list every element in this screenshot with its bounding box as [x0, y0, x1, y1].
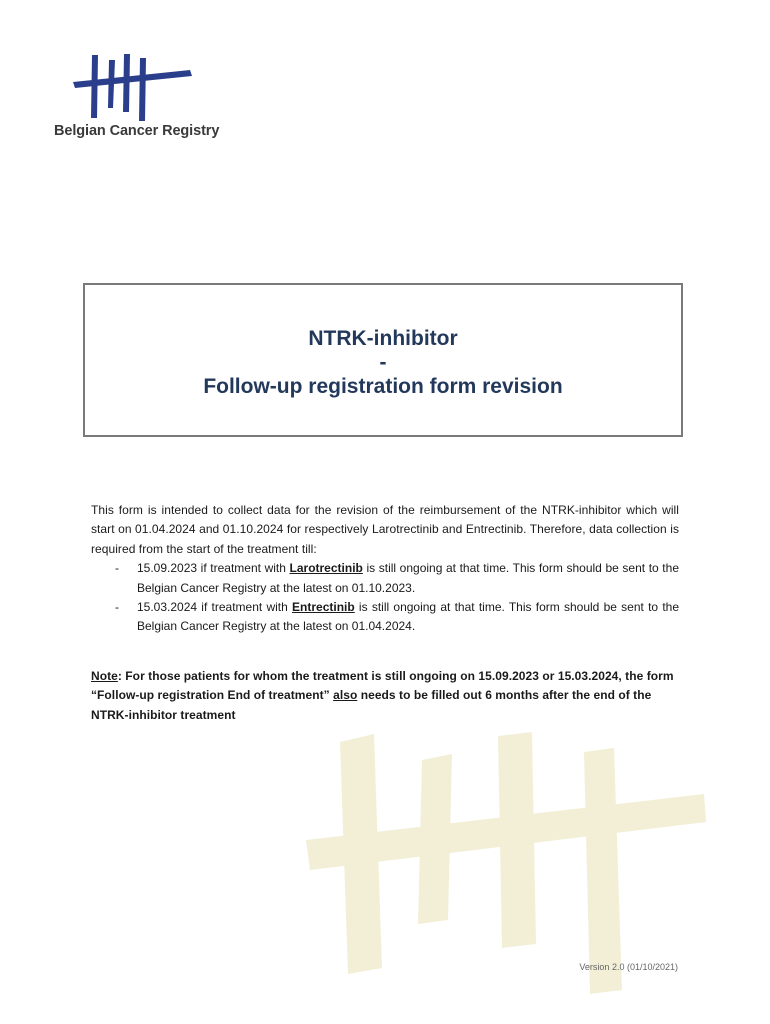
- intro-paragraph: This form is intended to collect data for the revision of the reimbursement of the NTRK-inhibitor which will start on 01.04.2024 and 01.10.2024 for respectively Larotrectinib and Entrectinib. Therefore, data collection is required from the start of the treatment till:: [91, 503, 679, 556]
- note-emphasis: also: [333, 688, 358, 703]
- form-title-box: [83, 283, 683, 437]
- note-text-start: : For those patients for whom the treatment is still ongoing on 15.09.2023 or 15.03.2024, the form “Follow-up registration End of treatment”: [91, 668, 674, 703]
- note-text-end: needs to be filled out 6 months after the end of the NTRK-inhibitor treatment: [91, 688, 652, 722]
- drug-name: Entrectinib: [292, 600, 355, 615]
- note-label: Note: [91, 668, 118, 683]
- title-line-form: Follow-up registration form revision: [203, 375, 563, 398]
- organization-name: Belgian Cancer Registry: [54, 123, 220, 139]
- note-paragraph: [91, 667, 679, 725]
- form-description: [91, 501, 679, 725]
- list-item-text-end: is still ongoing at that time. This form should be sent to the Belgian Cancer Registry at the latest on 01.10.2023.: [137, 561, 679, 595]
- list-item: [91, 598, 679, 637]
- list-item-text-start: 15.03.2024 if treatment with: [137, 600, 293, 615]
- list-dash: -: [115, 561, 119, 576]
- list-item: [91, 559, 679, 598]
- logo-watermark-icon: [300, 730, 708, 998]
- list-item-text-start: 15.09.2023 if treatment with: [137, 561, 290, 576]
- title-separator: -: [379, 351, 387, 374]
- belgian-cancer-registry-logo-icon: [72, 52, 194, 122]
- deadline-list: [91, 559, 679, 637]
- version-label: Version 2.0 (01/10/2021): [579, 962, 678, 972]
- list-item-text-end: is still ongoing at that time. This form should be sent to the Belgian Cancer Registry at the latest on 01.04.2024.: [137, 600, 679, 634]
- title-line-product: NTRK-inhibitor: [308, 327, 458, 350]
- drug-name: Larotrectinib: [289, 561, 363, 576]
- list-dash: -: [115, 600, 119, 615]
